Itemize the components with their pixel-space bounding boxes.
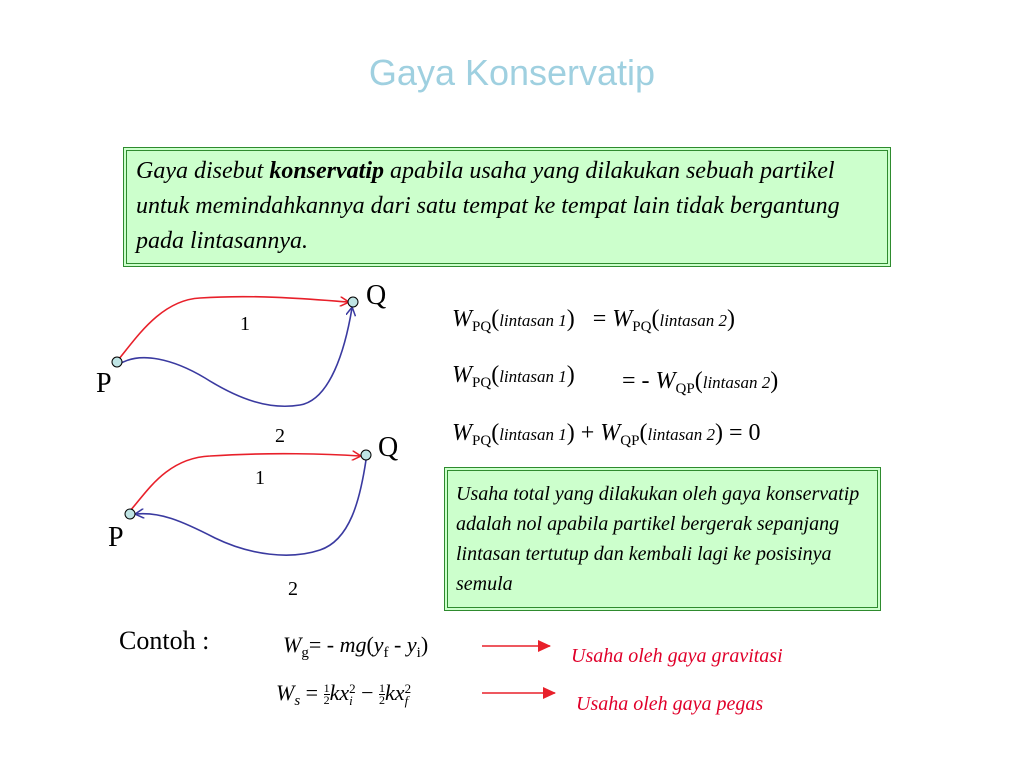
spring-formula: $W_s$ = $\frac{1}{2}$ kx 2 i − $\frac{1}{2}$ kx 2 f (276, 680, 412, 709)
diagram2-q-label: Q (378, 432, 399, 463)
gravity-description: Usaha oleh gaya gravitasi (571, 645, 783, 667)
gravity-formula: $W_g= - mg(y_f - y_i)$ (283, 632, 429, 661)
diagram1-path1-label: 1 (240, 313, 250, 335)
diagram2-node-q (361, 450, 371, 460)
equation-2: $W_{PQ}(lintasan$ 1) (452, 362, 575, 391)
diagram1-path2-label: 2 (275, 425, 285, 447)
diagram1-q-label: Q (366, 280, 387, 311)
definition-bold-term: konservatip (269, 158, 384, 184)
equation-1: $W_{PQ}(lintasan$ $1) = W_{PQ}(lintasan$ 2) (452, 306, 736, 335)
diagram2-node-p (125, 509, 135, 519)
diagram1-path1-red (118, 297, 348, 360)
diagram2-path1-label: 1 (255, 467, 265, 489)
equation-3: $W_{PQ}(lintasan$ $1) + W_{QP}(lintasan$ 2) = 0 (452, 420, 761, 449)
spring-description: Usaha oleh gaya pegas (576, 693, 764, 715)
diagram1-node-p (112, 357, 122, 367)
definition-part1: Gaya disebut (136, 158, 270, 184)
definition-part2: apabila usaha yang dilakukan sebuah partikel untuk memindahkannya dari satu tempat ke tempat lain tidak bergantung pada lintasannya. (136, 158, 840, 254)
diagram2-path1-red (129, 454, 360, 512)
spring-half-2: $\frac{1}{2}$ (379, 681, 386, 708)
diagram1-p-label: P (96, 368, 112, 399)
diagram2-path2-blue (136, 460, 366, 555)
slide-title: Gaya Konservatip (368, 52, 656, 93)
spring-half-1: $\frac{1}{2}$ (323, 681, 330, 708)
diagram2-p-label: P (108, 522, 124, 553)
diagram1-node-q (348, 297, 358, 307)
diagram1-path2-blue (118, 308, 352, 406)
diagram2-path2-label: 2 (288, 578, 298, 600)
equation-2-rhs: = - $W_{QP}(lintasan$ 2) (622, 368, 779, 397)
example-label: Contoh : (119, 626, 210, 655)
closed-path-text: Usaha total yang dilakukan oleh gaya konservatip adalah nol apabila partikel bergerak sepanjang lintasan tertutup dan kembali lagi ke posisinya semula (456, 483, 860, 595)
